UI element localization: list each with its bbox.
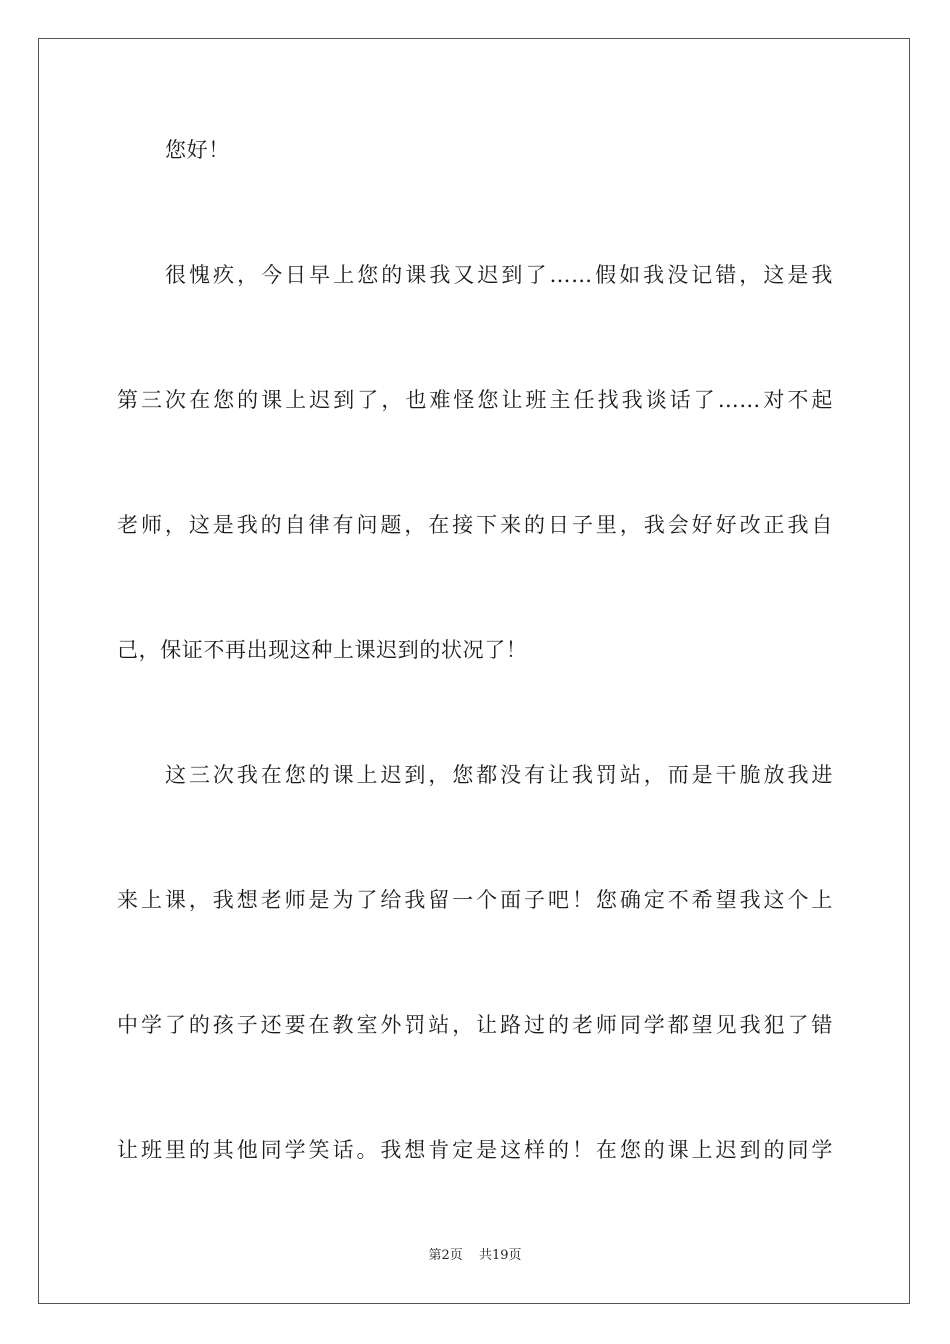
page-border [38, 38, 910, 1304]
greeting-line: 您好！ [165, 138, 230, 162]
body-line: 很愧疚，今日早上您的课我又迟到了……假如我没记错，这是我 [165, 263, 833, 287]
body-line: 第三次在您的课上迟到了，也难怪您让班主任找我谈话了……对不起 [117, 388, 833, 412]
body-line: 来上课，我想老师是为了给我留一个面子吧！您确定不希望我这个上 [117, 888, 833, 912]
body-line: 让班里的其他同学笑话。我想肯定是这样的！在您的课上迟到的同学 [117, 1138, 833, 1162]
page-footer [0, 1247, 950, 1265]
body-line: 中学了的孩子还要在教室外罚站，让路过的老师同学都望见我犯了错 [117, 1013, 833, 1037]
page-number: 第2页 [428, 1248, 463, 1263]
page-total: 共19页 [478, 1248, 522, 1263]
body-line: 老师，这是我的自律有问题，在接下来的日子里，我会好好改正我自 [117, 513, 833, 537]
body-line: 这三次我在您的课上迟到，您都没有让我罚站，而是干脆放我进 [165, 763, 833, 787]
body-line: 己，保证不再出现这种上课迟到的状况了！ [117, 638, 528, 662]
